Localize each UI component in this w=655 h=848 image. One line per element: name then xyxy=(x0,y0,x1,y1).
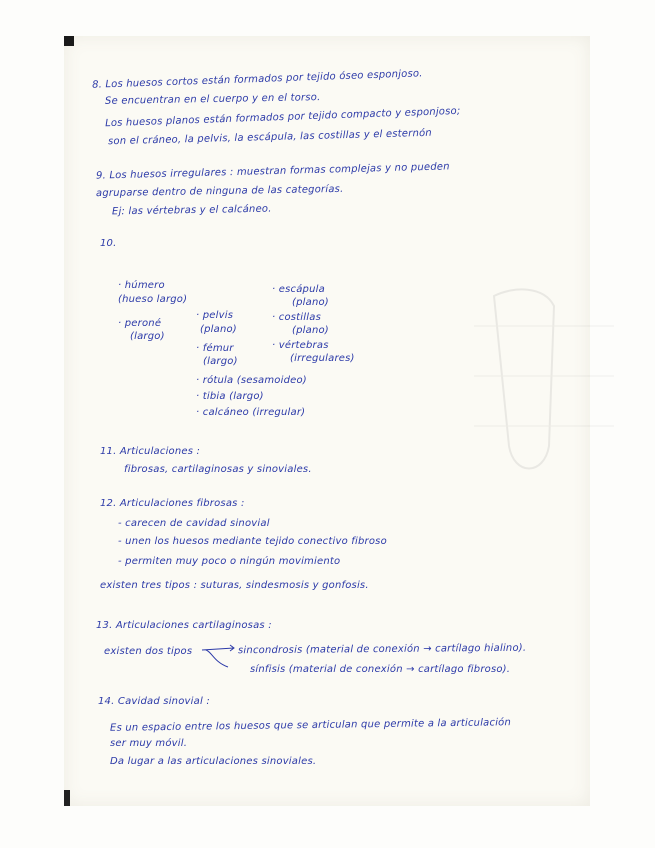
bone-perone: · peroné xyxy=(118,318,162,329)
notebook-page xyxy=(64,36,590,806)
note-line-12a: 12. Articulaciones fibrosas : xyxy=(100,498,245,509)
note-line-8a: 8. Los huesos cortos están formados por tejido óseo esponjoso. xyxy=(91,68,423,91)
bone-costillas: · costillas xyxy=(272,312,321,323)
show-through-drawing xyxy=(454,286,634,486)
note-line-11a: 11. Articulaciones : xyxy=(100,446,201,457)
note-line-14a: 14. Cavidad sinovial : xyxy=(98,696,210,707)
note-line-13a: 13. Articulaciones cartilaginosas : xyxy=(96,620,272,631)
note-line-12c: - unen los huesos mediante tejido conectivo fibroso xyxy=(118,536,387,547)
bone-escapula: · escápula xyxy=(272,284,325,295)
note-line-12d: - permiten muy poco o ningún movimiento xyxy=(118,556,341,567)
bone-calcaneo: · calcáneo (irregular) xyxy=(196,407,306,418)
note-line-9b: agruparse dentro de ninguna de las categorías. xyxy=(95,183,344,200)
bone-rotula: · rótula (sesamoideo) xyxy=(196,375,307,386)
bone-perone-type: (largo) xyxy=(130,331,165,342)
bone-costillas-type: (plano) xyxy=(292,325,329,336)
bone-vertebras-type: (irregulares) xyxy=(290,353,355,364)
note-line-9a: 9. Los huesos irregulares : muestran formas complejas y no pueden xyxy=(95,161,450,182)
bone-femur: · fémur xyxy=(196,343,234,354)
bone-pelvis-type: (plano) xyxy=(200,324,237,335)
branch-arrow-icon xyxy=(200,640,240,674)
bone-pelvis: · pelvis xyxy=(196,310,234,321)
note-line-12e: existen tres tipos : suturas, sindesmosis y gonfosis. xyxy=(100,580,369,591)
note-line-13d: sínfisis (material de conexión → cartílago fibroso). xyxy=(250,664,511,675)
bone-escapula-type: (plano) xyxy=(292,297,329,308)
bone-humero-type: (hueso largo) xyxy=(118,294,188,305)
note-line-13c: sincondrosis (material de conexión → cartílago hialino). xyxy=(237,642,527,657)
note-line-12b: - carecen de cavidad sinovial xyxy=(118,518,270,529)
bone-vertebras: · vértebras xyxy=(272,340,329,351)
note-line-14d: Da lugar a las articulaciones sinoviales. xyxy=(110,756,317,767)
note-line-14b: Es un espacio entre los huesos que se articulan que permite a la articulación xyxy=(109,717,512,734)
scan-corner-mark xyxy=(64,790,70,806)
scan-corner-mark xyxy=(64,36,74,46)
note-line-10: 10. xyxy=(100,238,117,249)
note-line-8c: Los huesos planos están formados por tejido compacto y esponjoso; xyxy=(104,105,461,130)
bone-tibia: · tibia (largo) xyxy=(196,391,264,402)
bone-humero: · húmero xyxy=(118,280,165,291)
note-line-8b: Se encuentran en el cuerpo y en el torso. xyxy=(104,92,321,107)
note-line-11b: fibrosas, cartilaginosas y sinoviales. xyxy=(124,464,312,475)
note-line-9c: Ej: las vértebras y el calcáneo. xyxy=(111,203,272,218)
bone-femur-type: (largo) xyxy=(203,356,238,367)
note-line-8d: son el cráneo, la pelvis, la escápula, las costillas y el esternón xyxy=(107,127,433,148)
note-line-13b: existen dos tipos xyxy=(104,646,193,657)
note-line-14c: ser muy móvil. xyxy=(110,738,188,749)
